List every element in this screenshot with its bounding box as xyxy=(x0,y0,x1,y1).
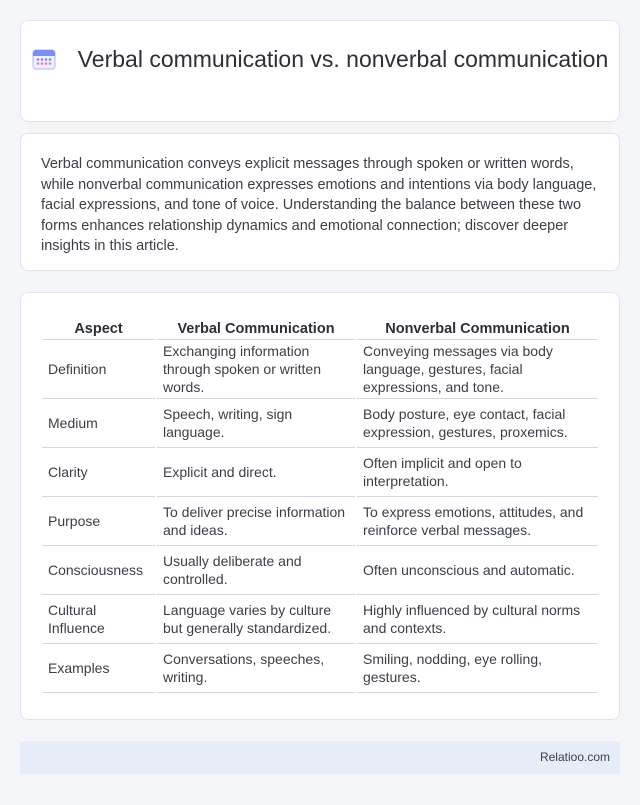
comparison-table xyxy=(42,313,598,693)
row-verbal: Language varies by culture but generally standardized. xyxy=(156,594,356,643)
footer-bar xyxy=(20,741,620,774)
row-nonverbal: Body posture, eye contact, facial expression, gestures, proxemics. xyxy=(356,398,598,447)
header-nonverbal: Nonverbal Communication xyxy=(356,313,598,339)
calendar-icon xyxy=(32,48,56,70)
row-nonverbal: Highly influenced by cultural norms and contexts. xyxy=(356,594,598,643)
title-block xyxy=(21,45,619,74)
table-row xyxy=(42,447,598,496)
footer-brand-link[interactable]: Relatioo.com xyxy=(539,750,610,764)
row-verbal: Speech, writing, sign language. xyxy=(156,398,356,447)
row-aspect: Definition xyxy=(42,339,156,398)
row-aspect: Cultural Influence xyxy=(42,594,156,643)
row-verbal: Explicit and direct. xyxy=(156,447,356,496)
table-row xyxy=(42,496,598,545)
row-aspect: Consciousness xyxy=(42,545,156,594)
row-nonverbal: Conveying messages via body language, gestures, facial expressions, and tone. xyxy=(356,339,598,398)
page-title-text: Verbal communication vs. nonverbal communication xyxy=(77,46,609,72)
header-aspect: Aspect xyxy=(42,313,156,339)
table-row xyxy=(42,643,598,692)
table-row xyxy=(42,339,598,398)
header-verbal: Verbal Communication xyxy=(156,313,356,339)
row-nonverbal: To express emotions, attitudes, and reinforce verbal messages. xyxy=(356,496,598,545)
table-row xyxy=(42,398,598,447)
table-header-row xyxy=(42,313,598,339)
row-verbal: Usually deliberate and controlled. xyxy=(156,545,356,594)
row-verbal: Exchanging information through spoken or written words. xyxy=(156,339,356,398)
row-aspect: Medium xyxy=(42,398,156,447)
intro-paragraph: Verbal communication conveys explicit messages through spoken or written words, while nonverbal communication expresses emotions and intentions via body language, facial expressions, and tone of voice. Understanding the balance between these two forms enhances relationship dynamics and emotional connection; discover deeper insights in this article. xyxy=(41,156,597,254)
row-aspect: Clarity xyxy=(42,447,156,496)
row-nonverbal: Often unconscious and automatic. xyxy=(356,545,598,594)
header-card xyxy=(20,20,620,122)
table-row xyxy=(42,594,598,643)
page-title xyxy=(21,45,619,74)
row-nonverbal: Often implicit and open to interpretation. xyxy=(356,447,598,496)
intro-card xyxy=(20,133,620,271)
row-aspect: Examples xyxy=(42,643,156,692)
row-nonverbal: Smiling, nodding, eye rolling, gestures. xyxy=(356,643,598,692)
row-aspect: Purpose xyxy=(42,496,156,545)
table-row xyxy=(42,545,598,594)
comparison-card xyxy=(20,292,620,720)
row-verbal: Conversations, speeches, writing. xyxy=(156,643,356,692)
row-verbal: To deliver precise information and ideas. xyxy=(156,496,356,545)
